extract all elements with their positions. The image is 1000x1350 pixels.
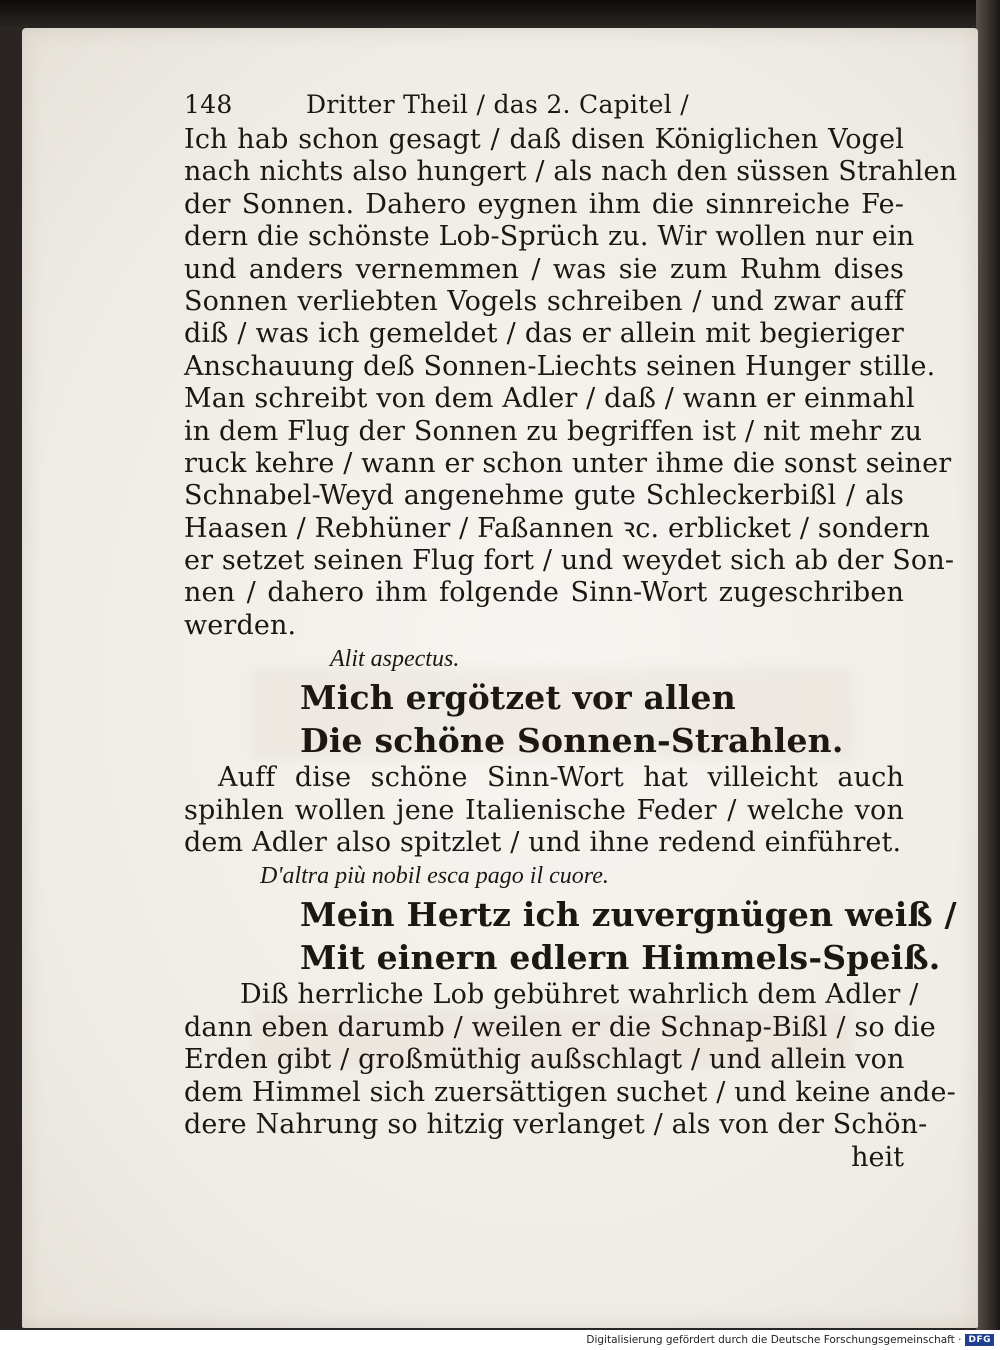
text-line: Haasen / Rebhüner / Faßannen ꝛc. erblicket / sondern (184, 512, 930, 544)
text-line: diß / was ich gemeldet / das er allein mit begieriger (184, 318, 904, 350)
verse-line: Die schöne Sonnen-Strahlen. (300, 721, 844, 761)
text-line: dere Nahrung so hitzig verlanget / als von der Schön- (184, 1108, 928, 1140)
scan-border-right (976, 0, 1000, 1330)
text-line: Diß herrliche Lob gebühret wahrlich dem Adler / (240, 979, 919, 1011)
text-line: dem Adler also spitzlet / und ihne redend einführet. (184, 827, 902, 859)
page-number: 148 (184, 90, 233, 119)
scan-border-top (0, 0, 1000, 30)
text-line: Man schreibt von dem Adler / daß / wann er einmahl (184, 383, 915, 415)
running-header (184, 90, 904, 124)
text-line: nach nichts also hungert / als nach den süssen Strahlen (184, 156, 958, 188)
text-line: nen / dahero ihm folgende Sinn-Wort zugeschriben (184, 577, 904, 609)
text-line: spihlen wollen jene Italienische Feder / welche von (184, 794, 904, 826)
verse-line: Mein Hertz ich zuvergnügen weiß / (300, 895, 957, 935)
text-line: der Sonnen. Dahero eygnen ihm die sinnreiche Fe- (184, 188, 904, 220)
verse-line: Mich ergötzet vor allen (300, 678, 736, 718)
text-line: und anders vernemmen / was sie zum Ruhm dises (184, 253, 904, 285)
paragraph-3 (184, 979, 956, 1141)
text-line: Ich hab schon gesagt / daß disen Königlichen Vogel (184, 124, 904, 155)
text-line: Anschauung deß Sonnen-Liechts seinen Hunger stille. (184, 350, 936, 382)
text-line: Auff dise schöne Sinn-Wort hat villeicht auch (218, 762, 904, 794)
paragraph-1 (184, 124, 958, 642)
italian-motto: D'altra più nobil esca pago il cuore. (260, 863, 609, 890)
text-line: dem Himmel sich zuersättigen suchet / und keine ande- (184, 1076, 956, 1108)
running-head: Dritter Theil / das 2. Capitel / (306, 90, 689, 119)
digitization-footer (0, 1330, 1000, 1350)
text-line: werden. (184, 609, 297, 641)
text-line: Sonnen verliebten Vogels schreiben / und zwar auff (184, 285, 904, 317)
text-line: ruck kehre / wann er schon unter ihme die sonst seiner (184, 447, 952, 479)
text-line: Erden gibt / großmüthig außschlagt / und allein von (184, 1044, 905, 1076)
verse-line: Mit einern edlern Himmels-Speiß. (300, 938, 941, 978)
paragraph-2 (184, 762, 904, 859)
dfg-logo-icon: DFG (965, 1334, 994, 1346)
funding-credit: Digitalisierung gefördert durch die Deutsche Forschungsgemeinschaft · (586, 1334, 962, 1346)
text-line: dern die schönste Lob-Sprüch zu. Wir wollen nur ein (184, 221, 915, 253)
text-line: dann eben darumb / weilen er die Schnap-Bißl / so die (184, 1011, 936, 1043)
page-text (184, 90, 958, 1175)
catchword: heit (851, 1142, 904, 1174)
latin-motto: Alit aspectus. (330, 646, 460, 673)
text-line: in dem Flug der Sonnen zu begriffen ist / nit mehr zu (184, 415, 923, 447)
text-line: Schnabel-Weyd angenehme gute Schleckerbißl / als (184, 480, 904, 512)
text-line: er setzet seinen Flug fort / und weydet sich ab der Son- (184, 545, 955, 577)
